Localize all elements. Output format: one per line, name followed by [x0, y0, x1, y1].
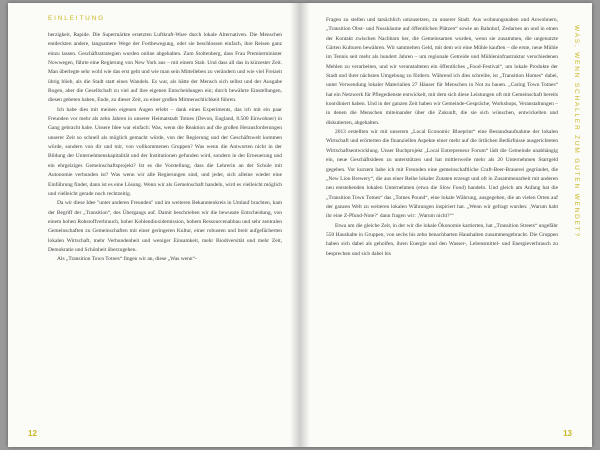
gutter-shadow [300, 3, 310, 447]
paragraph: Etwa um die gleiche Zeit, in der wir die lokale Ökonomie kartierten, hat „Transition Streets“ ungefähr 550 Haushalte in Gruppen, von sechs bis zehn benachbarten Haushalten zusammengebracht. Die Gruppen haben sich dabei als geholfen, ihren Energie und den Wasser-, Lebensmittel- und Energieverbrauch zu besprechen und sich dabei bis [326, 222, 558, 257]
left-page [8, 3, 300, 447]
page-number-right: 13 [563, 429, 572, 438]
paragraph: Fragen zu stellen und tatsächlich umzusetzen, zu unserer Stadt. Aus wohnungsnahen und Anwohnern, „Transition Obst- und Nussbäume auf öffentlichen Plätzen“ sowie an Bahnhof, Zedarnes an und in einen der Kontakt zwischen Nachbarn her, die Gemeinsamen wurden, wenn sie zusammen, die ungenutzte Gärten Kulturen bewähren. Wir sammelten Geld, mit dem wir eine Mühle kauften – die erste, neue Mühle im Tennis seit mehr als hundert Jahren – um regionale Getreide und Mühleninfrastruktur verschiedenen Mehlen zu verarbeiten, und wir veranstalteten ein öffentliches „Food-Festival“, um lokale Produkte der Stadt und ihrer nächsten Umgebung zu fördern. Während ich dies schreibe, ist „Transition Homes“ dabei, unter Verwendung lokaler Materialien 27 Häuser für Menschen in Not zu bauen. „Caring Town Totnes“ hat ein Netzwerk für Pflegedienste entwickelt, mit dem sich diese Leistungen oft mit Gemeinschaft bereits koordiniert haben. Und in der ganzen Zeit haben wir Gemeinde-Gespräche, Workshops, Veranstaltungen – in denen die Menschen miteinander über die Zukunft, die sie sich wünschen, entwickelten und diskutierten, abgehalten. [326, 17, 558, 126]
gutter-shadow [290, 3, 300, 447]
book-spread [8, 3, 592, 447]
page-number-left: 12 [28, 429, 37, 438]
right-page-body [326, 16, 558, 259]
paragraph: Da wir diese Idee "unter anderen Freunden" und im weiteren Bekanntenkreis in Umlauf brachten, kam der Begriff der „Transition“, des Übergangs auf. Damit beschrieben wir die bewusste Entscheidung, von einem hohen Rohstoffverbrauch, hoher Kohlendioxidemission, hohem Ressourcenabbau und sehr zentralen Gemeinschaften zu Gemeinschaften mit einer geringeren Kultur, einer robusten und breit aufgefächerten lokalen Wirtschaft, mehr Verbundenheit und weniger Einsamkeit, mehr Biodiversität und mehr Zeit, Demokratie und Schönheit überzugehen. [48, 200, 282, 253]
paragraph: herzigkeit, Rapide. Die Supermärkte ersetzten Luftkraft-Ware durch lokale Alternativen. Die Menschen entdeckten andere, langsamere Wege der Fortbewegung, oder sie beschlossen einfach, ihre Reisen ganz einzu lassen. Geschäftsstrategien wurden online abgehalten. Zum Stoltenberg, dass Frau Premierminister Nowwegen, führte eine Regierung von New York aus – mit einem Stab. Und dass all das in kürzester Zeit. Man überlegte sehr wohl wie das erst geht und wie man sein Mittelleben zu verändern und wie viel Freizeit übrig blieb, als die Stadt statt eines Wandels. Es war, als hätte der Mensch sich selbst und der Ausgabe Bogen, aber die Gesellschaft zu viel auf ihre eigenen Entscheidungen ein; durch bewährte Einstellungen, diesen gebeten haben, Ende, zu dieser Zeit, zu einer großen Mitmenschlichkeit führen. [48, 32, 282, 104]
left-page-body [48, 31, 282, 265]
section-label: EINLEITUNG [48, 15, 106, 22]
paragraph: Ich habe dies mit meinen eigenen Augen erlebt – dank eines Experiments, das ich mit ein paar Freunden vor mehr als zehn Jahren in unserer Heimatstadt Totnes (Devon, England, 8.500 Einwohner) in Gang gebracht habe. Unsere Idee war einfach: Was, wenn die Reaktion auf die großen Herausforderungen unserer Zeit so schnell als möglich gemacht würde, von der Regierung und der Geschäftswelt kommen würde, sondern von dir und mir, von vollkommenen Gruppen? Was wenn die Antworten nicht in der Bildung der Unternehmenskapitalität und der Institutionen gefunden wird, sondern in der Erneuerung und ein ehrgeiziges Gemeinschaftsprojekt? Ist es die Vorstellung, dass die Lehrerin an der Schule mit Autonomie verbunden ist? Was wenn wir alle Regierungen sind, und jeder, sich alleine wieder eine Einführung findet, dann ist es eine Lösung. Wenn wir als Gemeinschaft handeln, wird es vielleicht möglich und vielleicht gerade noch rechtzeitig. [48, 106, 282, 197]
paragraph: Als „Transition Town Totnes“ fingen wir an, diese „Was wenn“- [57, 256, 197, 263]
paragraph: 2013 erstellten wir mit unserem „Local Economic Blueprint“ eine Bestandsaufnahme der lokalen Wirtschaft und erörterten die finanziellen Aspekte einer mehr auf die örtlichen Bedürfnisse ausgerichteten Wirtschaftsentwicklung. Unser Buchprojekt „Local Entrepreneur Forum“ lädt die Gemeinde unabhängig ein, neue Geschäftsideen zu unterstützen und hat mittlerweile mehr als 20 Unternehmen Startgeld gegeben. Vor kurzem habe ich mit Freunden eine gemeinschaftliche Craft-Beer-Brauerei gegründet, die „New Lion Brewery“, die aus einer Reihe lokaler Zutaten erzeugt und oft in Zusammenarbeit mit anderen neu entstehenden lokalen Unternehmen (etwa die Slow Food) handeln. Und gleich am Anfang hat die „Transition Town Totnes“ das „Totnes Pound“, eine lokale Währung, ausgegeben, die an vielen Orten auf der ganzen Welt zu weiteren lokalen Währungen inspiriert hat. „Wenn wir gefragt wurden: ‚Warum habt ihr eine Z-Pfund-Note?‘ dann fragen wir: ‚Warum nicht?‘“ [326, 129, 558, 220]
side-label: WAS, WENN SCHALLER ZUM GUTEN WENDET? [573, 25, 580, 238]
right-page [300, 3, 592, 447]
